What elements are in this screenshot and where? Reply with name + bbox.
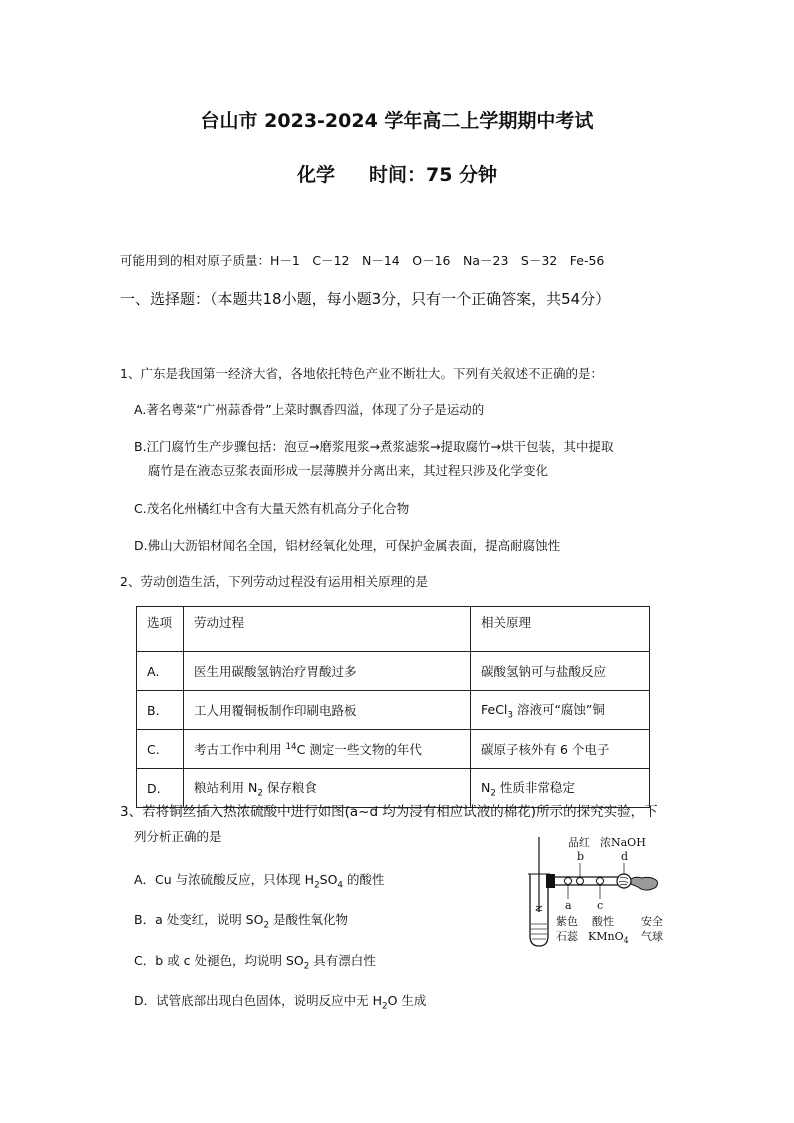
header-option: 选项 [137, 607, 184, 652]
row-process: 考古工作中利用 $^{14}$C 测定一些文物的年代 [184, 730, 471, 769]
row-process: 医生用碳酸氢钠治疗胃酸过多 [184, 652, 471, 691]
q3-stem-line2: 列分析正确的是 [134, 829, 222, 844]
table-row [137, 652, 650, 691]
q2-table [136, 606, 650, 808]
row-option: C. [137, 730, 184, 769]
q3-option-c: C．b 或 c 处褪色，均说明 $SO_2$ 具有漂白性 [134, 953, 376, 972]
q1-option-c: C.茂名化州橘红中含有大量天然有机高分子化合物 [134, 501, 410, 516]
atomic-masses: 可能用到的相对原子质量：H－1 C－12 N－14 O－16 Na－23 S－32 Fe-56 [120, 253, 605, 268]
row-option: D. [137, 769, 184, 808]
q3-stem-line1: 3、若将铜丝插入热浓硫酸中进行如图(a~d 均为浸有相应试液的棉花)所示的探究实验，下 [120, 804, 658, 820]
q1-option-b-line2: 腐竹是在液态豆浆表面形成一层薄膜并分离出来，其过程只涉及化学变化 [148, 463, 549, 478]
q3-option-d: D．试管底部出现白色固体，说明反应中无 $H_2O$ 生成 [134, 993, 427, 1012]
section-heading: 一、选择题：（本题共18小题，每小题3分，只有一个正确答案，共54分） [120, 290, 611, 308]
label-b: b [577, 850, 585, 863]
q3-option-b: B．a 处变红，说明 $SO_2$ 是酸性氧化物 [134, 912, 349, 931]
q1-stem: 1、广东是我国第一经济大省，各地依托特色产业不断壮大。下列有关叙述不正确的是： [120, 366, 603, 381]
label-kmno4: KMnO$_4$ [588, 930, 629, 945]
q1-option-a: A.著名粤菜“广州蒜香骨”上菜时飘香四溢，体现了分子是运动的 [134, 402, 485, 417]
header-principle: 相关原理 [471, 607, 650, 652]
label-pinhong: 品红 [568, 836, 590, 849]
cotton-a [565, 878, 572, 885]
table-row [137, 691, 650, 730]
label-zise: 紫色 [556, 915, 578, 928]
row-option: A. [137, 652, 184, 691]
safety-balloon [631, 877, 657, 890]
stopper [546, 874, 555, 888]
subject-label: 化学 [296, 164, 335, 186]
exam-title: 台山市 2023-2024 学年高二上学期期中考试 [200, 110, 594, 132]
row-option: B. [137, 691, 184, 730]
cotton-b [577, 878, 584, 885]
acid-liquid [531, 924, 547, 939]
q2-stem: 2、劳动创造生活，下列劳动过程没有运用相关原理的是 [120, 574, 428, 589]
exam-subtitle [0, 160, 794, 187]
time-label: 时间：75 分钟 [368, 164, 498, 186]
label-c: c [597, 899, 604, 912]
label-shirui: 石蕊 [556, 930, 578, 943]
table-row [137, 730, 650, 769]
apparatus-diagram [520, 832, 680, 952]
label-d: d [621, 850, 629, 863]
cotton-c [597, 878, 604, 885]
label-a: a [565, 899, 572, 912]
label-suanxing: 酸性 [592, 915, 614, 928]
header-process: 劳动过程 [184, 607, 471, 652]
label-naoh: 浓NaOH [600, 836, 646, 849]
q1-option-b-line1: B.江门腐竹生产步骤包括：泡豆→磨浆甩浆→煮浆滤浆→提取腐竹→烘干包装，其中提取 [134, 439, 614, 454]
row-process: 粮站利用 $N_2$ 保存粮食 [184, 769, 471, 808]
row-principle: 碳酸氢钠可与盐酸反应 [471, 652, 650, 691]
label-anquan: 安全 [641, 915, 663, 928]
row-principle: FeCl$_3$ 溶液可“腐蚀”铜 [471, 691, 650, 730]
row-principle: 碳原子核外有 6 个电子 [471, 730, 650, 769]
row-process: 工人用覆铜板制作印刷电路板 [184, 691, 471, 730]
row-principle: $N_2$ 性质非常稳定 [471, 769, 650, 808]
q3-option-a: A．Cu 与浓硫酸反应，只体现 $H_2SO_4$ 的酸性 [134, 872, 385, 891]
q1-option-d: D.佛山大沥铝材闻名全国，铝材经氧化处理，可保护金属表面，提高耐腐蚀性 [134, 538, 561, 553]
label-qiqiu: 气球 [641, 930, 663, 943]
table-header-row [137, 607, 650, 652]
